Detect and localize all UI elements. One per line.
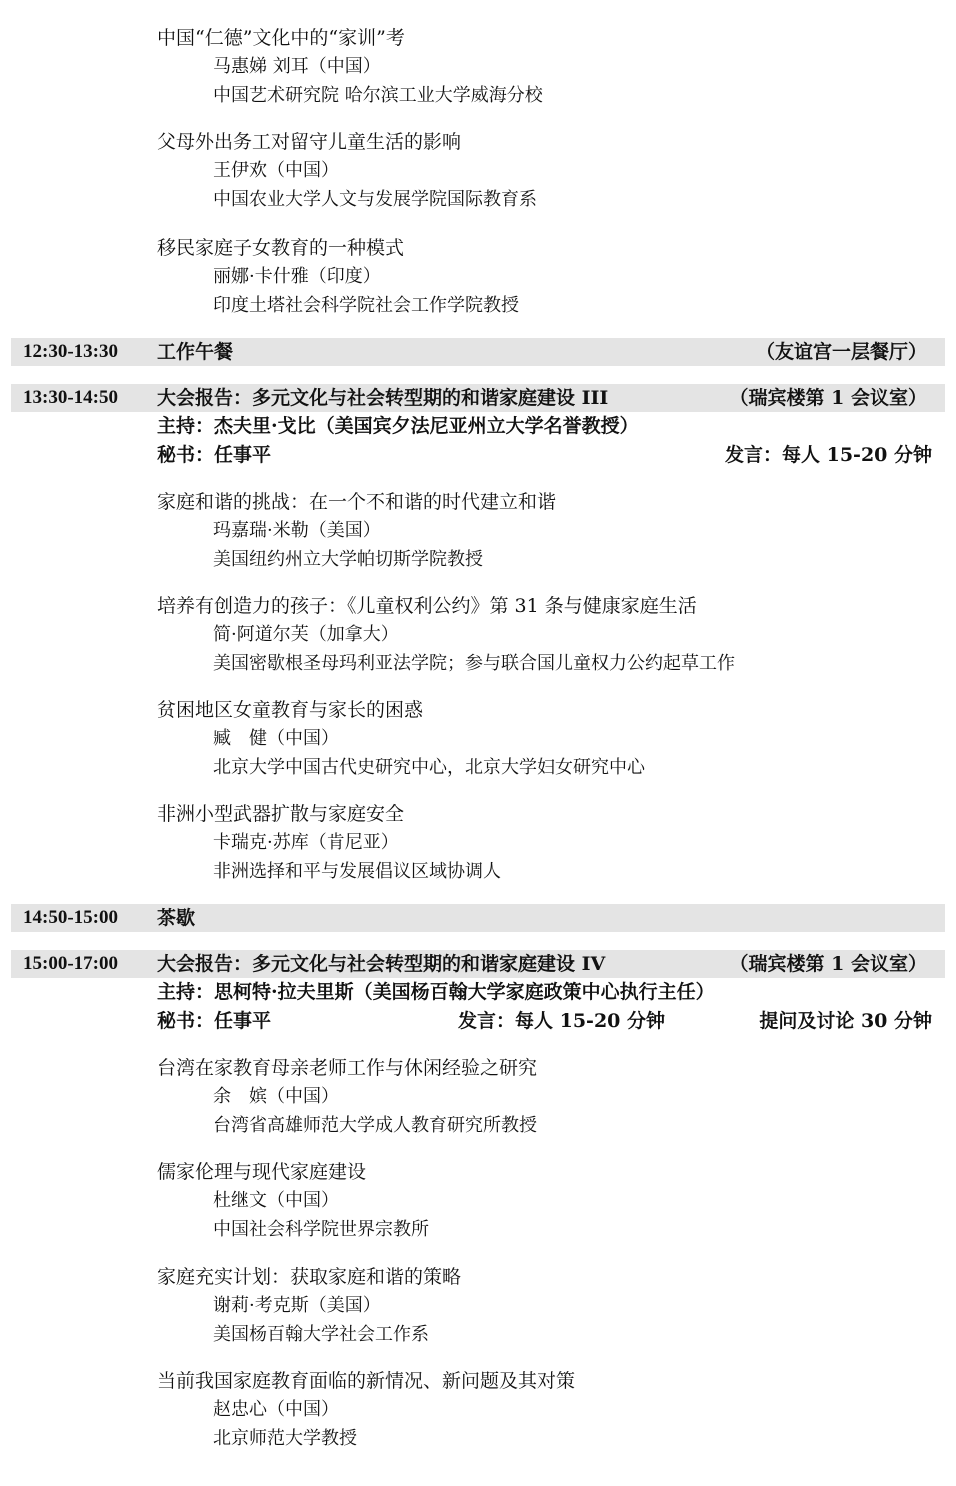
talk-title: 儒家伦理与现代家庭建设 bbox=[157, 1161, 367, 1183]
talk-affiliation: 北京大学中国古代史研究中心，北京大学妇女研究中心 bbox=[213, 757, 645, 778]
talk-speaker: 丽娜·卡什雅（印度） bbox=[213, 266, 381, 287]
talk-affiliation: 台湾省高雄师范大学成人教育研究所教授 bbox=[213, 1115, 537, 1136]
talk-speaker: 赵忠心（中国） bbox=[213, 1399, 339, 1420]
talk-affiliation: 印度土塔社会科学院社会工作学院教授 bbox=[213, 295, 519, 316]
tea-band bbox=[11, 904, 945, 932]
talk-title: 移民家庭子女教育的一种模式 bbox=[157, 237, 405, 259]
session4-discussion-time: 提问及讨论 30 分钟 bbox=[759, 1010, 932, 1032]
talk-title: 中国“仁德”文化中的“家训”考 bbox=[157, 27, 405, 49]
talk-speaker: 谢莉·考克斯（美国） bbox=[213, 1295, 381, 1316]
session3-band bbox=[11, 384, 945, 412]
talk-affiliation: 非洲选择和平与发展倡议区域协调人 bbox=[213, 861, 501, 882]
talk-speaker: 臧 健（中国） bbox=[213, 728, 339, 749]
session3-secretary: 秘书：任事平 bbox=[157, 444, 272, 466]
session3-venue: （瑞宾楼第 1 会议室） bbox=[729, 387, 927, 409]
talk-speaker: 马惠娣 刘耳（中国） bbox=[213, 56, 381, 77]
talk-title: 家庭和谐的挑战：在一个不和谐的时代建立和谐 bbox=[157, 491, 557, 513]
lunch-band bbox=[11, 338, 945, 366]
talk-title: 贫困地区女童教育与家长的困惑 bbox=[157, 699, 424, 721]
talk-speaker: 简·阿道尔芙（加拿大） bbox=[213, 624, 399, 645]
session4-time: 15:00-17:00 bbox=[23, 953, 118, 974]
talk-title: 家庭充实计划：获取家庭和谐的策略 bbox=[157, 1266, 462, 1288]
talk-title: 台湾在家教育母亲老师工作与休闲经验之研究 bbox=[157, 1057, 538, 1079]
talk-speaker: 卡瑞克·苏库（肯尼亚） bbox=[213, 832, 399, 853]
session4-secretary: 秘书：任事平 bbox=[157, 1010, 272, 1032]
tea-time: 14:50-15:00 bbox=[23, 907, 118, 928]
session3-name: 大会报告：多元文化与社会转型期的和谐家庭建设 III bbox=[157, 387, 609, 409]
talk-title: 父母外出务工对留守儿童生活的影响 bbox=[157, 131, 462, 153]
lunch-name: 工作午餐 bbox=[157, 341, 234, 363]
talk-affiliation: 美国纽约州立大学帕切斯学院教授 bbox=[213, 549, 483, 570]
talk-speaker: 王伊欢（中国） bbox=[213, 160, 339, 181]
session4-chair: 主持：思柯特·拉夫里斯（美国杨百翰大学家庭政策中心执行主任） bbox=[157, 981, 715, 1003]
talk-affiliation: 中国农业大学人文与发展学院国际教育系 bbox=[213, 189, 537, 210]
lunch-venue: （友谊宫一层餐厅） bbox=[755, 341, 927, 363]
session4-venue: （瑞宾楼第 1 会议室） bbox=[729, 953, 927, 975]
talk-title: 当前我国家庭教育面临的新情况、新问题及其对策 bbox=[157, 1370, 576, 1392]
talk-title: 非洲小型武器扩散与家庭安全 bbox=[157, 803, 405, 825]
talk-title: 培养有创造力的孩子：《儿童权利公约》第 31 条与健康家庭生活 bbox=[157, 595, 697, 617]
session3-speech-time: 发言：每人 15-20 分钟 bbox=[725, 444, 932, 466]
talk-speaker: 余 嫔（中国） bbox=[213, 1086, 339, 1107]
session3-chair: 主持：杰夫里·戈比（美国宾夕法尼亚州立大学名誉教授） bbox=[157, 415, 639, 437]
talk-speaker: 杜继文（中国） bbox=[213, 1190, 339, 1211]
session3-time: 13:30-14:50 bbox=[23, 387, 118, 408]
talk-speaker: 玛嘉瑞·米勒（美国） bbox=[213, 520, 381, 541]
lunch-time: 12:30-13:30 bbox=[23, 341, 118, 362]
session4-name: 大会报告：多元文化与社会转型期的和谐家庭建设 IV bbox=[157, 953, 606, 975]
tea-name: 茶歇 bbox=[157, 907, 196, 929]
session4-band bbox=[11, 950, 945, 978]
talk-affiliation: 美国杨百翰大学社会工作系 bbox=[213, 1324, 429, 1345]
session4-speech-time: 发言：每人 15-20 分钟 bbox=[458, 1010, 665, 1032]
talk-affiliation: 美国密歇根圣母玛利亚法学院；参与联合国儿童权力公约起草工作 bbox=[213, 653, 735, 674]
talk-affiliation: 北京师范大学教授 bbox=[213, 1428, 357, 1449]
talk-affiliation: 中国艺术研究院 哈尔滨工业大学威海分校 bbox=[213, 85, 543, 106]
talk-affiliation: 中国社会科学院世界宗教所 bbox=[213, 1219, 429, 1240]
